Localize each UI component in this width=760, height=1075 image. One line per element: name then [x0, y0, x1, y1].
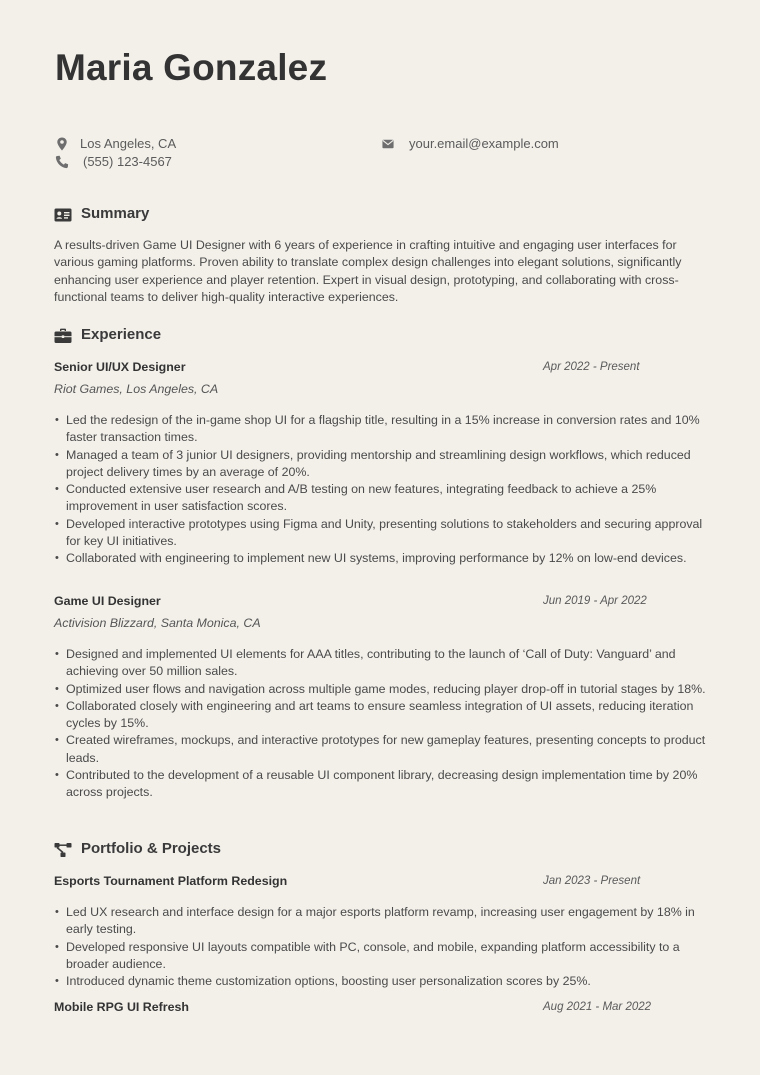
bullet-item: • Created wireframes, mockups, and interactive prototypes for new gameplay features, presenting concepts to product leads.	[54, 732, 710, 767]
project-title: Mobile RPG UI Refresh	[54, 1000, 189, 1014]
project-title: Esports Tournament Platform Redesign	[54, 874, 288, 888]
bullet-item: • Introduced dynamic theme customization options, boosting user personalization scores by 25%.	[54, 973, 710, 990]
candidate-name: Maria Gonzalez	[55, 47, 328, 88]
envelope-icon	[381, 138, 395, 150]
bullet-item: • Developed responsive UI layouts compatible with PC, console, and mobile, expanding platform accessibility to a broader audience.	[54, 939, 710, 974]
summary-section-header	[54, 206, 254, 226]
contact-location	[55, 135, 255, 153]
portfolio-title: Portfolio & Projects	[81, 840, 222, 857]
summary-text: A results-driven Game UI Designer with 6 years of experience in crafting intuitive and engaging user interfaces for various gaming platforms. Proven ability to translate complex design challenges into elegant solutions, significantly enhancing user experience and player retention. Expert in visual design, prototyping, and collaborating with cross-functional teams to deliver high-quality interactive experiences.	[54, 238, 682, 304]
job-title: Senior UI/UX Designer	[54, 360, 186, 374]
bullet-item: • Designed and implemented UI elements for AAA titles, contributing to the launch of ‘Call of Duty: Vanguard’ and achieving over 50 million sales.	[54, 646, 710, 681]
job-dates: Jun 2019 - Apr 2022	[543, 595, 647, 607]
job-company: Riot Games, Los Angeles, CA	[54, 382, 219, 396]
id-card-icon	[54, 207, 72, 223]
job-company: Activision Blizzard, Santa Monica, CA	[54, 616, 261, 630]
email-text: your.email@example.com	[409, 136, 559, 151]
bullet-item: • Collaborated with engineering to implement new UI systems, improving performance by 12% on low-end devices.	[54, 550, 710, 567]
bullet-item: • Led the redesign of the in-game shop UI for a flagship title, resulting in a 15% increase in conversion rates and 10% faster transaction times.	[54, 412, 710, 447]
briefcase-icon	[54, 328, 72, 344]
job-bullets	[54, 412, 710, 568]
bullet-item: • Managed a team of 3 junior UI designers, providing mentorship and streamlining design workflows, which reduced project delivery times by an average of 20%.	[54, 447, 710, 482]
project-dates: Aug 2021 - Mar 2022	[543, 1001, 652, 1013]
project-bullets	[54, 904, 710, 990]
portfolio-section-header	[54, 841, 314, 861]
bullet-item: • Conducted extensive user research and A/B testing on new features, integrating feedback to achieve a 25% improvement in user satisfaction scores.	[54, 481, 710, 516]
job-dates: Apr 2022 - Present	[543, 361, 640, 373]
job-title: Game UI Designer	[54, 594, 161, 608]
location-text: Los Angeles, CA	[80, 136, 177, 151]
bullet-item: • Developed interactive prototypes using Figma and Unity, presenting solutions to stakeholders and securing approval for key UI initiatives.	[54, 516, 710, 551]
contact-phone	[55, 153, 255, 171]
contact-email	[381, 135, 601, 153]
map-pin-icon	[55, 137, 69, 151]
job-bullets	[54, 646, 710, 802]
bullet-item: • Led UX research and interface design for a major esports platform revamp, increasing user engagement by 18% in early testing.	[54, 904, 710, 939]
bullet-item: • Contributed to the development of a reusable UI component library, decreasing design implementation time by 20% across projects.	[54, 767, 710, 802]
experience-section-header	[54, 327, 254, 347]
project-dates: Jan 2023 - Present	[543, 875, 641, 887]
bullet-item: • Optimized user flows and navigation across multiple game modes, reducing player drop-off in tutorial stages by 18%.	[54, 681, 710, 698]
experience-title: Experience	[81, 326, 162, 343]
bullet-item: • Collaborated closely with engineering and art teams to ensure seamless integration of UI assets, reducing iteration cycles by 15%.	[54, 698, 710, 733]
phone-text: (555) 123-4567	[83, 154, 172, 169]
sitemap-icon	[54, 842, 72, 858]
summary-title: Summary	[81, 205, 150, 222]
phone-icon	[55, 155, 69, 169]
